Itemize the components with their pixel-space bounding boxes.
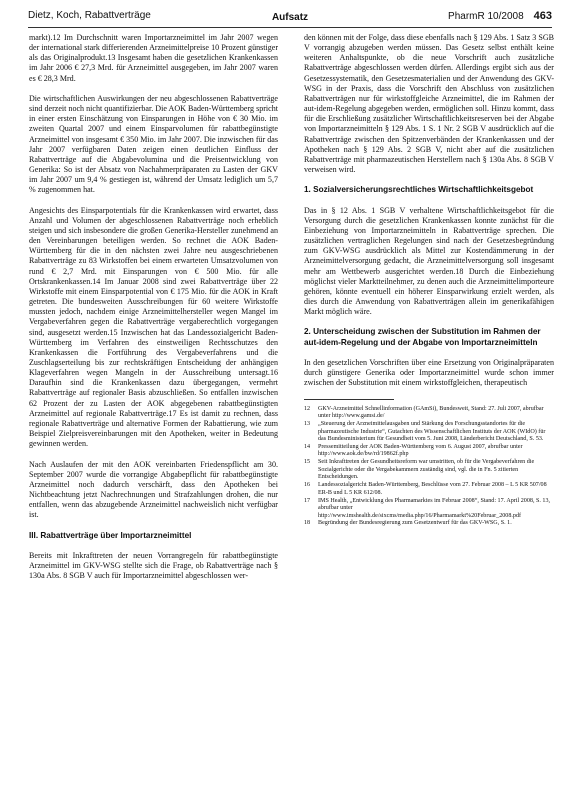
footnote: [304, 520, 554, 527]
footnote-text: Landessozialgericht Baden-Württemberg, Beschlüsse vom 27. Februar 2008 – L 5 KR 507/08 ER-B und L 5 KR 612/08.: [318, 482, 547, 496]
header-journal-page: [448, 10, 552, 22]
footnote: [304, 482, 554, 497]
paragraph: den können mit der Folge, dass diese ebenfalls nach § 129 Abs. 1 Satz 3 SGB V vorrangig abzugeben werden müssen. Das Gesetz selbst enthält keine weiteren Anhaltspunkte, ob die neue Vorschrift auch zusätzliche Rabattverträge abgeschlossen werden dürfen. Allerdings ergibt sich aus der Gesetzessystematik, den Gesetzesmaterialien und der Anwendung des GKV-WSG in der Praxis, dass die Vorschrift den Abschluss von zusätzlichen Rabattverträgen nur für wirkstoffgleiche Arzneimittel, die im Rahmen der aut-idem-Regelung abgegeben werden, ermöglichen soll. Hinzu kommt, dass für die Erschließung zusätzlicher Wirtschaftlichkeitsreserven bei der Abgabe von Importarzneimitteln § 129 Abs. 1 S. 1 Nr. 2 SGB V ausdrücklich auf die Rabattverträge zwischen den Spitzenverbänden der Krankenkassen und der Apotheken nach § 129 Abs. 2 SGB V, nicht aber auf die zusätzlichen Rabattverträge mit pharmazeutischen Herstellern nach § 130a Abs. 8 SGB V verweisen wird.: [304, 33, 554, 175]
footnote-number: 17: [304, 497, 311, 504]
footnote: [304, 444, 554, 459]
footnote: [304, 459, 554, 481]
header-authors: Dietz, Koch, Rabattverträge: [28, 10, 151, 21]
footnote-number: 13: [304, 421, 311, 428]
footnote-number: 14: [304, 443, 311, 450]
footnote-text: „Steuerung der Arzneimittelausgaben und Stärkung des Forschungsstandortes für die pharmazeutische Industrie“, Gutachten des Wissenschaftlichen Instituts der AOK (WIdO) für das Bundesministerium für Gesundheit vom 5. Juni 2008, Länderbericht Deutschland, S. 53.: [318, 421, 546, 442]
footnote-number: 16: [304, 482, 311, 489]
paragraph: In den gesetzlichen Vorschriften über eine Ersetzung von Originalpräparaten durch günstigere Generika oder Importarzneimittel wurde schon immer zwischen der Substitution mit einem wirkstoffgleichen, therapeutisch: [304, 358, 554, 388]
footnote-text: Seit Inkrafttreten der Gesundheitsreform war umstritten, ob für die Vergabeverfahren die Sozialgerichte oder die Vergabekammern zuständig sind, vgl. die in Fn. 5 zitierten Entscheidungen.: [318, 459, 535, 481]
paragraph: Bereits mit Inkrafttreten der neuen Vorrangregeln für rabattbegünstigte Arzneimittel im GKV-WSG stellte sich die Frage, ob Rabattverträge nach § 130a Abs. 8 SGB V auch für Importarzneimittel abgeschlossen wer-: [29, 550, 278, 581]
footnote-number: 15: [304, 459, 311, 466]
footnote: [304, 406, 554, 421]
footnote: [304, 421, 554, 443]
footnote-text: GKV-Arzneimittel Schnellinformation (GAmSi), Bundesweit, Stand: 27. Juli 2007, abrufbar unter http://www.gamsi.de/: [318, 405, 544, 420]
paragraph: markt).12 Im Durchschnitt waren Importarzneimittel im Jahr 2007 wegen der international stark differierenden Arzneimittelpreise 10 Prozent günstiger als das Originalprodukt.13 Insgesamt haben die gesetzlichen Krankenkassen im Jahr 2006 € 27,3 Mrd. für Arzneimittel ausgegeben, im Jahr 2007 waren es € 28,3 Mrd.: [29, 33, 278, 83]
footnote-rule: [304, 399, 394, 400]
header-journal: PharmR 10/2008: [448, 11, 524, 22]
paragraph: Das in § 12 Abs. 1 SGB V verhaltene Wirtschaftlichkeitsgebot für die Versorgung durch die gesetzlichen Krankenkassen konnte zunächst für die Einbeziehung von Importarzneimitteln in Rabattverträge sprechen. Die zusätzlichen vertraglichen Regelungen sind nach der Gesetzesbegründung zum GKV-WSG ausdrücklich als Mittel zur Kostendämmerung in der Arzneimittelversorgung gedacht, die Arzneimittelversorgung soll insgesamt mehr am Wettbewerb ausgerichtet werden.18 Durch die Einbeziehung möglichst vieler Marktteilnehmer, zu denen auch die Arzneimittelimporteure gehören, könnte eventuell ein höherer Einsparwirkung erzielt werden, als dies durch die Anwendung von Rabattverträgen allein im generikafähigen Markt möglich wäre.: [304, 205, 554, 317]
footnote-text: IMS Health, „Entwicklung des Pharmamarktes im Februar 2008“, Stand: 17. April 2008, S. 13, abrufbar unter http://www.imshealth.de/sixcms/media.php/16/Pharmamarkt%20Februar_2008.pdf: [318, 497, 551, 519]
footnote-text: Pressemitteilung der AOK Baden-Württemberg vom 6. August 2007, abrufbar unter http://www.aok.de/bw/rd/19862f.php: [318, 443, 523, 458]
subsection-heading: 1. Sozialversicherungsrechtliches Wirtschaftlichkeitsgebot: [304, 185, 534, 195]
paragraph: Nach Auslaufen der mit den AOK vereinbarten Friedenspflicht am 30. September 2007 wurde die vorrangige Abgabepflicht für rabattbegünstigte Arzneimittel noch dadurch verschärft, dass den Apotheken bei Nichtbeachtung jetzt Nachrechnungen und Strafzahlungen drohen, die nur entfallen, wenn das abzugebende Arzneimittel nachweislich nicht verfügbar ist.: [29, 459, 278, 520]
subsection-heading: 2. Unterscheidung zwischen der Substitution im Rahmen der aut-idem-Regelung und der Abgabe von Importarzneimitteln: [304, 327, 541, 347]
footnote-number: 18: [304, 520, 311, 527]
header-section: Aufsatz: [271, 12, 309, 23]
footnote: [304, 498, 554, 520]
paragraph: Die wirtschaftlichen Auswirkungen der neu abgeschlossenen Rabattverträge sind derzeit noch nicht quantifizierbar. Die AOK Baden-Württemberg spricht in einer ersten Einschätzung von Einsparungen in Höhe von € 30 Mio. im zweiten Quartal 2007 und einem Einsparvolumen für rabattbegünstigte Arzneimittel von insgesamt € 350 Mio. im Jahr 2007. Die inzwischen für das Jahr 2007 verfügbaren Daten zeigen einen deutlichen Einfluss der Rabattverträge auf die Abgabevolumina und die Preisentwicklung von Generika: So ist der Absatz von Nachahmerpräparaten zu Lasten der GKV im Jahr 2007 um 9,4 % gestiegen ist, während der Umsatz lediglich um 5,7 % zugenommen hat.: [29, 93, 278, 195]
left-column: [29, 33, 278, 592]
footnotes: [304, 406, 554, 528]
header-page-number: 463: [533, 10, 552, 22]
header-rule: [28, 27, 552, 28]
right-column: [304, 33, 554, 528]
section-heading: III. Rabattverträge über Importarzneimittel: [29, 530, 192, 540]
footnote-number: 12: [304, 405, 311, 412]
paragraph: Angesichts des Einsparpotentials für die Krankenkassen wird erwartet, dass Anzahl und Volumen der abgeschlossenen Rabattverträge noch erheblich steigen und sich insbesondere die großen Generika-Hersteller zunehmend an den Vereinbarungen beteiligen werden. So rechnet die AOK Baden-Württemberg für die in den nächsten zwei Jahre neu ausgeschriebenen Rabattverträge zu 83 Wirkstoffen bei einem erwarteten Umsatzvolumen von rund € 2,7 Mrd. mit Einsparungen von € 500 Mio. für alle Ortskrankenkassen.14 Im Januar 2008 sind zwei Rabattverträge über 22 Wirkstoffe mit einem Einsparpotential von € 175 Mio. für die AOK in Kraft getreten. Die bundesweiten Ausschreibungen für 60 weitere Wirkstoffe mussten jedoch, nachdem einige Arzneimittelhersteller wegen Mangel im Vergabeverfahren gegen die Rabattverträge vergaberechtlich vorgegangen sind, ausgesetzt werden.15 Inzwischen hat das Landessozialgericht Baden-Württemberg im Verfahren des einstweiligen Rechtsschutzes den Krankenkassen die Fortführung des Vergabeverfahrens und die Zuschlagserteilung bis zur rechtskräftigen Entscheidung der anhängigen Klageverfahren wegen Mangeln in der Ausschreibung untersagt.16 Daraufhin sind die Krankenkassen dazu übergegangen, vermehrt Rabattverträge auf regionaler Basis abzuschließen. So entfallen inzwischen 62 Prozent der zu Lasten der AOK abgegebenen rabattbegünstigten Arzneimittel auf regionale Rabattverträge.17 Es ist damit zu rechnen, dass regionale Rabattverträge und alternative Formen der Rabattierung, wie zum Beispiel Zielpreisvereinbarungen mit den Apotheken, weiter in Bedeutung gewinnen werden.: [29, 205, 278, 449]
footnote-text: Begründung der Bundesregierung zum Gesetzentwurf für das GKV-WSG, S. 1.: [318, 520, 512, 527]
running-header: [28, 8, 552, 24]
